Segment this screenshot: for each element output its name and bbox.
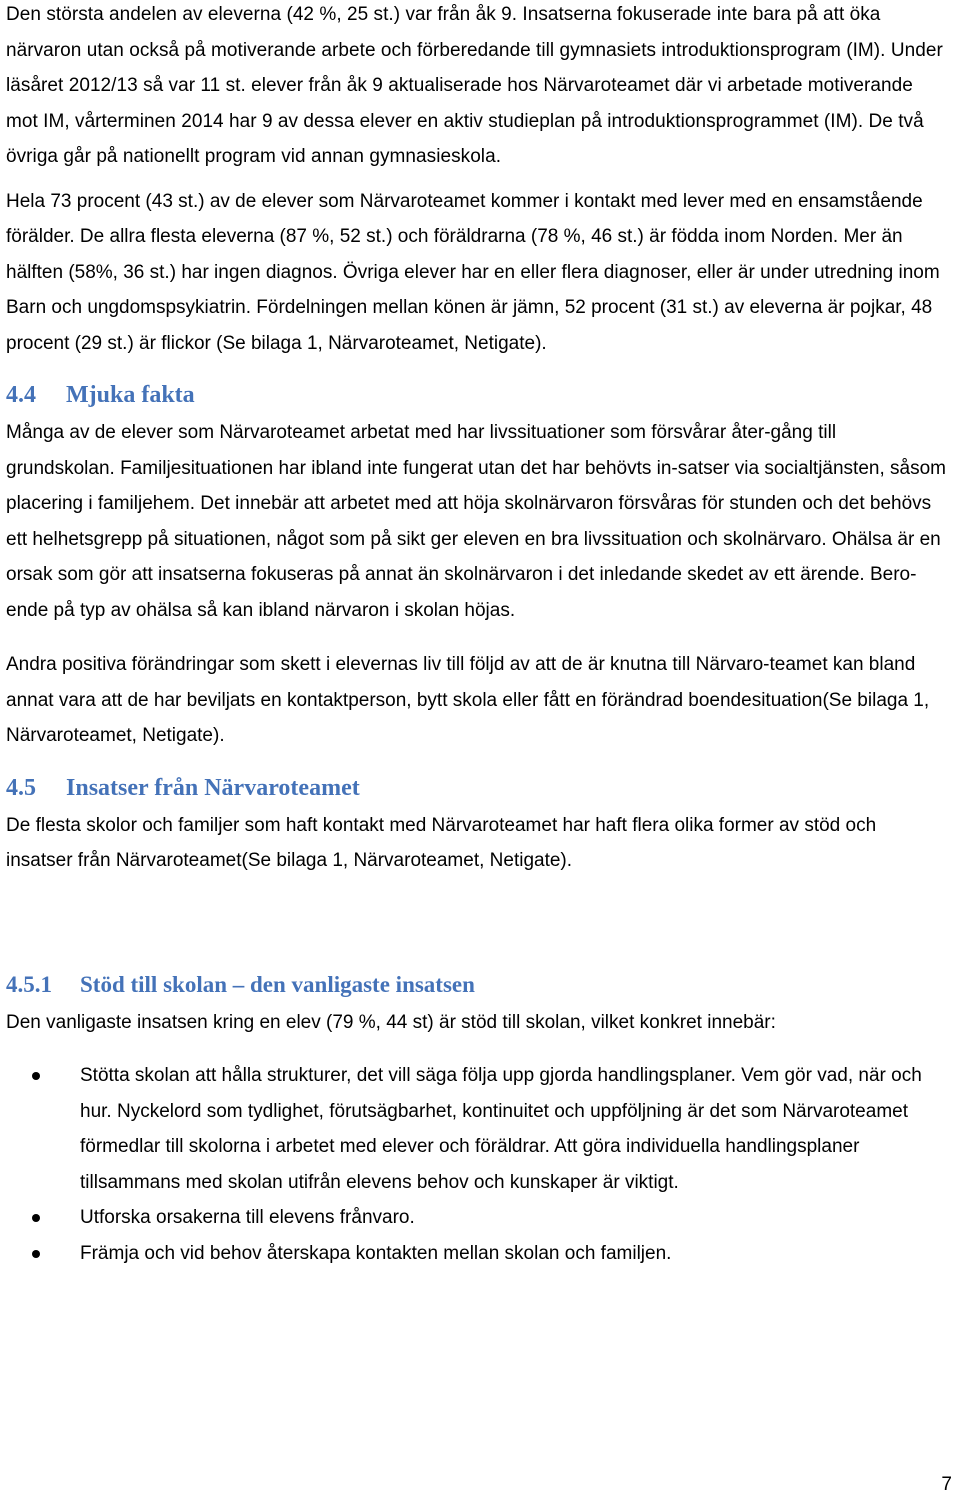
section-title: Insatser från Närvaroteamet bbox=[66, 774, 360, 801]
intro-paragraph-1: Den största andelen av eleverna (42 %, 25 st.) var från åk 9. Insatserna fokuserade inte bara på att öka närvaron utan också på motiverande arbete och förberedande till gymnasiets introduktionsprogram (IM). Under läsåret 2012/13 så var 11 st. elever från åk 9 aktualiserade hos Närvaroteamet där vi arbetade motiverande mot IM, vårterminen 2014 har 9 av dessa elever en aktiv studieplan på introduktionsprogrammet (IM). De två övriga går på nationellt program vid annan gymnasieskola. bbox=[6, 4, 943, 167]
list-item-text: Stötta skolan att hålla strukturer, det vill säga följa upp gjorda handlingsplaner. Vem gör vad, när och hur. Nyckelord som tydlighet, förutsägbarhet, kontinuitet och uppföljning är det som Närvaroteamet förmedlar till skolorna i arbetet med elever och föräldrar. Att göra individuella handlingsplaner tillsammans med skolan utifrån elevens behov och kunskaper är viktigt. bbox=[80, 1065, 922, 1193]
document-page bbox=[6, 0, 946, 1271]
list-item bbox=[6, 1200, 946, 1236]
soft-facts-paragraph-1: Många av de elever som Närvaroteamet arbetat med har livssituationer som försvårar åter-gång till grundskolan. Familjesituationen har ibland inte fungerat utan det har behövts in-satser via socialtjänsten, såsom placering i familjehem. Det innebär att arbetet med att höja skolnärvaron försvåras för stunden och det behövs ett helhetsgrepp på situationen, något som på sikt ger eleven en bra livssituation och skolnärvaro. Ohälsa är en orsak som gör att insatserna fokuseras på annat än skolnärvaron i det inledande skedet av ett ärende. Bero-ende på typ av ohälsa så kan ibland närvaron i skolan höjas. bbox=[6, 422, 946, 621]
section-heading-4-4 bbox=[6, 375, 946, 415]
list-item-text: Utforska orsakerna till elevens frånvaro. bbox=[80, 1207, 415, 1228]
section-heading-4-5 bbox=[6, 768, 946, 808]
intro-paragraph-2: Hela 73 procent (43 st.) av de elever som Närvaroteamet kommer i kontakt med lever med en ensamstående förälder. De allra flesta eleverna (87 %, 52 st.) och föräldrarna (78 %, 46 st.) är födda inom Norden. Mer än hälften (58%, 36 st.) har ingen diagnos. Övriga elever har en eller flera diagnoser, eller är under utredning inom Barn och ungdomspsykiatrin. Fördelningen mellan könen är jämn, 52 procent (31 st.) av eleverna är pojkar, 48 procent (29 st.) är flickor (Se bilaga 1, Närvaroteamet, Netigate). bbox=[6, 190, 940, 354]
list-item bbox=[6, 1236, 946, 1272]
section-number: 4.5 bbox=[6, 774, 36, 801]
support-paragraph: Den vanligaste insatsen kring en elev (79 %, 44 st) är stöd till skolan, vilket konkret innebär: bbox=[6, 1011, 776, 1033]
bullet-icon bbox=[32, 1250, 40, 1258]
list-item bbox=[6, 1058, 946, 1200]
section-heading-4-5-1 bbox=[6, 965, 946, 1005]
soft-facts-paragraph-2: Andra positiva förändringar som skett i elevernas liv till följd av att de är knutna till Närvaro-teamet kan bland annat vara att de har beviljats en kontaktperson, bytt skola eller fått en förändrad boendesituation(Se bilaga 1, Närvaroteamet, Netigate). bbox=[6, 654, 930, 746]
section-number: 4.5.1 bbox=[6, 971, 52, 997]
page-number: 7 bbox=[941, 1474, 952, 1495]
section-title: Stöd till skolan – den vanligaste insatsen bbox=[80, 971, 475, 997]
interventions-paragraph: De flesta skolor och familjer som haft kontakt med Närvaroteamet har haft flera olika former av stöd och insatser från Närvaroteamet(Se bilaga 1, Närvaroteamet, Netigate). bbox=[6, 814, 877, 871]
list-item-text: Främja och vid behov återskapa kontakten mellan skolan och familjen. bbox=[80, 1242, 672, 1264]
section-number: 4.4 bbox=[6, 382, 36, 408]
bullet-icon bbox=[32, 1072, 40, 1080]
support-bullet-list bbox=[6, 1058, 946, 1271]
section-title: Mjuka fakta bbox=[66, 382, 195, 408]
bullet-icon bbox=[32, 1214, 40, 1222]
